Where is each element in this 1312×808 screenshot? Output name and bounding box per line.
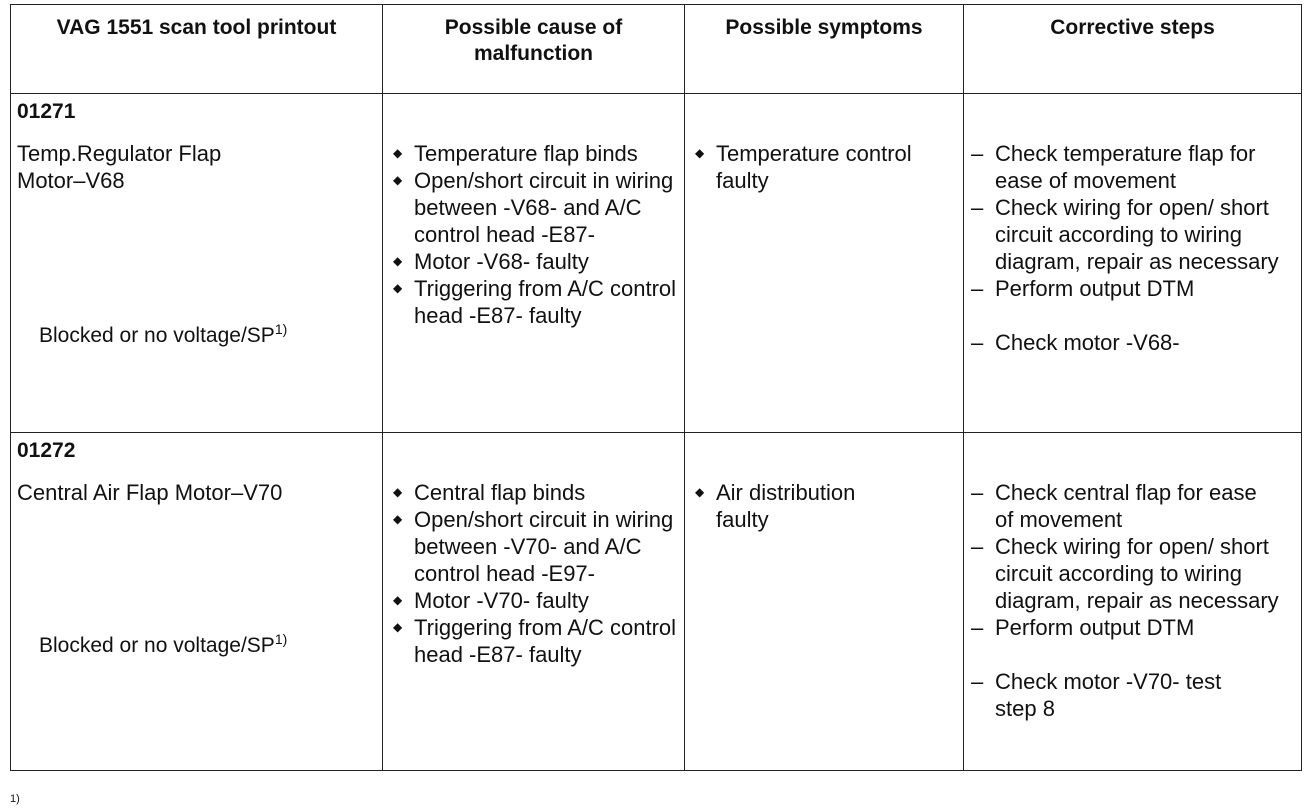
cause-list bbox=[384, 479, 683, 668]
list-item: ◆ Central flap binds bbox=[384, 479, 683, 506]
header-possible-cause: Possible cause of malfunction bbox=[383, 5, 685, 94]
header-corrective-steps: Corrective steps bbox=[964, 5, 1302, 94]
list-item: ◆ Air distribution faulty bbox=[686, 479, 962, 533]
table-row bbox=[11, 469, 1302, 771]
symptom-list bbox=[686, 479, 962, 533]
component-name: Temp.Regulator Flap Motor–V68 bbox=[17, 141, 222, 193]
table-row-code bbox=[11, 432, 1302, 469]
list-item: – Check motor -V68- bbox=[965, 329, 1300, 356]
component-name: Central Air Flap Motor–V70 bbox=[17, 479, 283, 505]
list-item: ◆ Temperature flap binds bbox=[384, 140, 683, 167]
list-item: – Perform output DTM bbox=[965, 614, 1300, 641]
list-item: ◆ Triggering from A/C control head -E87- faulty bbox=[384, 614, 683, 668]
steps-list bbox=[965, 479, 1300, 722]
steps-list bbox=[965, 140, 1300, 356]
printout-cell bbox=[11, 469, 383, 771]
steps-cell bbox=[964, 130, 1302, 432]
list-item: ◆ Motor -V70- faulty bbox=[384, 587, 683, 614]
list-item: ◆ Open/short circuit in wiring between -V68- and A/C control head -E87- bbox=[384, 167, 683, 248]
steps-cell bbox=[964, 469, 1302, 771]
cause-list bbox=[384, 140, 683, 329]
list-item: ◆ Temperature control faulty bbox=[686, 140, 962, 194]
list-item: – Check wiring for open/ short circuit according to wiring diagram, repair as necessary bbox=[965, 194, 1300, 275]
table-row-code bbox=[11, 94, 1302, 131]
footnote-marker: 1) bbox=[10, 793, 20, 805]
fault-type: Blocked or no voltage/SP$^{1)}$ bbox=[39, 321, 288, 347]
header-possible-symptoms: Possible symptoms bbox=[685, 5, 964, 94]
table-header-row bbox=[11, 5, 1302, 94]
printout-cell bbox=[11, 130, 383, 432]
list-item: ◆ Triggering from A/C control head -E87- faulty bbox=[384, 275, 683, 329]
cause-cell bbox=[383, 130, 685, 432]
symptom-list bbox=[686, 140, 962, 194]
table-row bbox=[11, 130, 1302, 432]
list-item: – Perform output DTM bbox=[965, 275, 1300, 302]
symptom-cell bbox=[685, 469, 964, 771]
fault-code-table bbox=[10, 4, 1302, 771]
list-item: ◆ Open/short circuit in wiring between -V70- and A/C control head -E97- bbox=[384, 506, 683, 587]
list-item: – Check motor -V70- test step 8 bbox=[965, 668, 1300, 722]
cause-cell bbox=[383, 469, 685, 771]
list-item: – Check central flap for ease of movement bbox=[965, 479, 1300, 533]
fault-type: Blocked or no voltage/SP$^{1)}$ bbox=[39, 630, 288, 657]
list-item: – Check temperature flap for ease of movement bbox=[965, 140, 1300, 194]
list-item: ◆ Motor -V68- faulty bbox=[384, 248, 683, 275]
symptom-cell bbox=[685, 130, 964, 432]
fault-code: 01272 bbox=[11, 432, 383, 469]
list-item: – Check wiring for open/ short circuit according to wiring diagram, repair as necessary bbox=[965, 533, 1300, 614]
header-scan-tool-printout: VAG 1551 scan tool printout bbox=[11, 5, 383, 94]
fault-code: 01271 bbox=[11, 94, 383, 131]
